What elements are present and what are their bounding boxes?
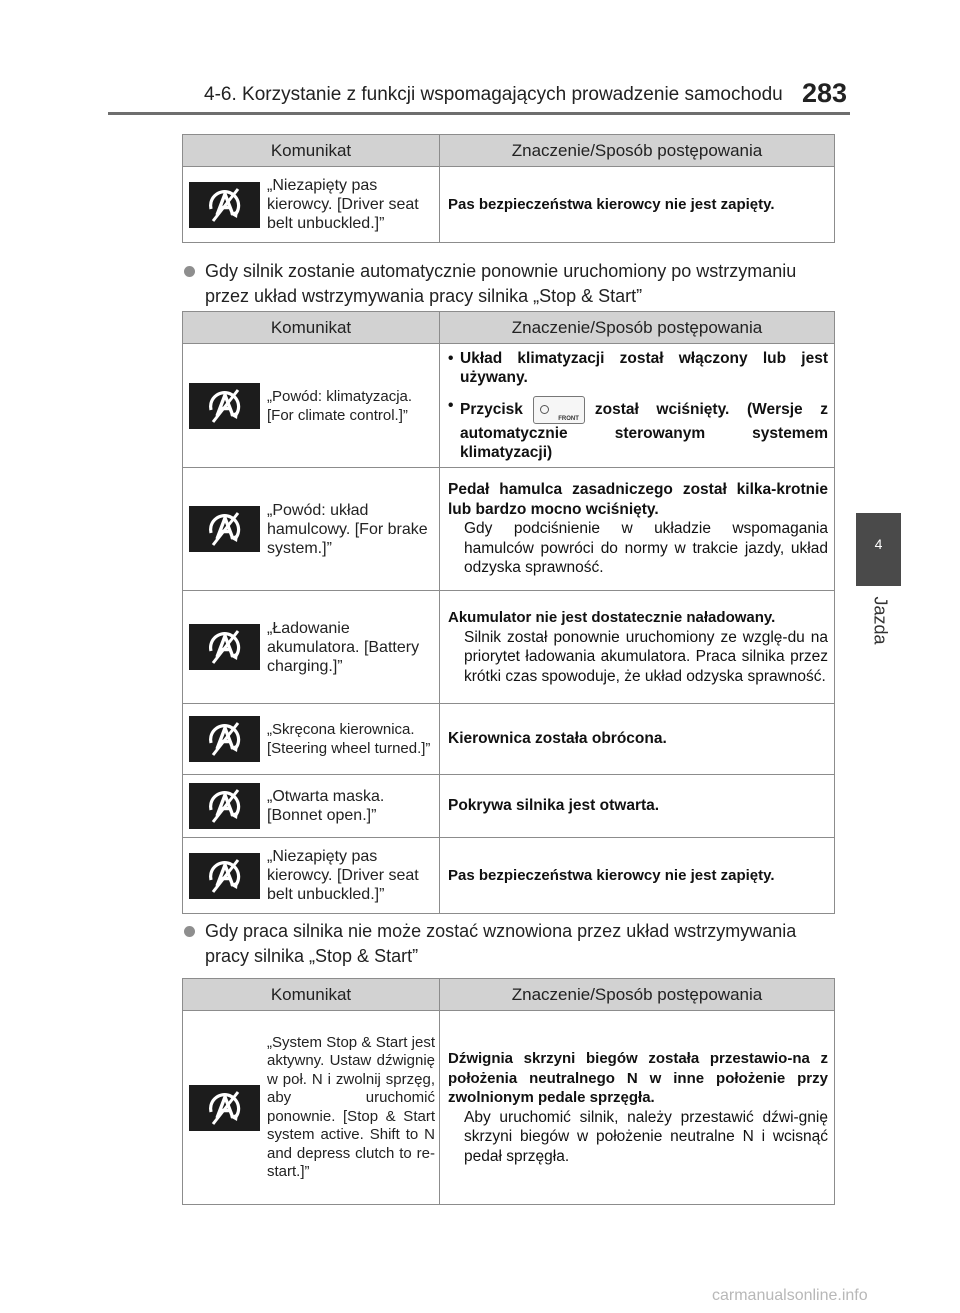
meaning-bold: Akumulator nie jest dostatecznie naładowany. xyxy=(448,609,776,626)
column-header-message: Komunikat xyxy=(183,312,440,344)
message-table-3 xyxy=(182,978,835,1205)
meaning-text: Pokrywa silnika jest otwarta. xyxy=(448,797,660,815)
bullet-dot xyxy=(184,266,195,277)
column-header-message: Komunikat xyxy=(183,135,440,167)
stop-start-off-indicator-icon xyxy=(189,716,260,762)
header-title: 4-6. Korzystanie z funkcji wspomagających prowadzenie samochodu xyxy=(204,84,783,105)
meaning-bullet: • Przycisk FRONT został wciśnięty. (Wersje z automatycznie sterowanym systemem klimatyzacji) xyxy=(448,396,828,461)
bullet-dot xyxy=(184,926,195,937)
meaning-bullet: • Układ klimatyzacji został włączony lub jest używany. xyxy=(448,349,828,386)
watermark: carmanualsonline.info xyxy=(712,1287,868,1304)
section-heading: Gdy silnik zostanie automatycznie ponownie uruchomiony po wstrzymaniu przez układ wstrzymywania pracy silnika „Stop & Start” xyxy=(205,261,797,306)
table-row xyxy=(183,704,835,775)
meaning-text xyxy=(440,602,834,692)
stop-start-off-indicator-icon xyxy=(189,853,260,899)
message-table-2 xyxy=(182,311,835,914)
column-header-message: Komunikat xyxy=(183,979,440,1011)
table-row xyxy=(183,775,835,838)
column-header-meaning: Znaczenie/Sposób postępowania xyxy=(440,979,835,1011)
table-header xyxy=(183,312,835,344)
header-rule xyxy=(108,112,850,115)
meaning-note: Gdy podciśnienie w układzie wspomagania hamulców powróci do normy w trakcie jazdy, układ odzyska sprawność. xyxy=(464,520,828,577)
stop-start-off-indicator-icon xyxy=(189,624,260,670)
message-text: „Skręcona kierownica. [Steering wheel turned.]” xyxy=(267,721,431,757)
table-row xyxy=(183,1011,835,1205)
message-text: „Powód: układ hamulcowy. [For brake system.]” xyxy=(267,501,428,557)
column-header-meaning: Znaczenie/Sposób postępowania xyxy=(440,312,835,344)
message-table-1 xyxy=(182,134,835,243)
table-header xyxy=(183,979,835,1011)
message-text: „System Stop & Start jest aktywny. Ustaw dźwignię w poł. N i zwolnij sprzęg, aby uruchomić ponownie. [Stop & Start system active. Shift to N and depress clutch to re-start.]” xyxy=(267,1033,435,1180)
table-row xyxy=(183,468,835,591)
stop-start-off-indicator-icon xyxy=(189,182,260,228)
meaning-bold: Dźwignia skrzyni biegów została przestawio-na z położenia neutralnego N w inne położenie przy zwolnionym pedale sprzęgła. xyxy=(448,1050,828,1106)
chapter-tab xyxy=(856,513,901,586)
stop-start-off-indicator-icon xyxy=(189,506,260,552)
stop-start-off-indicator-icon xyxy=(189,783,260,829)
table-row xyxy=(183,838,835,914)
meaning-note: Aby uruchomić silnik, należy przestawić dźwi-gnię skrzyni biegów w położenie neutralne N i wcisnąć pedał sprzęgła. xyxy=(464,1108,828,1165)
page-number: 283 xyxy=(802,78,848,108)
table-row xyxy=(183,167,835,243)
stop-start-off-indicator-icon xyxy=(189,383,260,429)
meaning-text: Kierownica została obrócona. xyxy=(448,730,667,748)
meaning-text: Pas bezpieczeństwa kierowcy nie jest zapięty. xyxy=(448,195,775,213)
front-defroster-button-icon: FRONT xyxy=(533,396,585,424)
table-row xyxy=(183,591,835,704)
message-text: „Ładowanie akumulatora. [Battery charging.]” xyxy=(267,619,420,675)
meaning-note: Silnik został ponownie uruchomiony ze wzglę-du na priorytet ładowania akumulatora. Praca silnika przez krótki czas spowoduje, że układ odzyska sprawność. xyxy=(464,628,828,685)
message-text: „Powód: klimatyzacja. [For climate control.]” xyxy=(267,387,413,424)
chapter-label: Jazda xyxy=(870,596,891,645)
table-row xyxy=(183,344,835,468)
stop-start-off-indicator-icon xyxy=(189,1085,260,1131)
section-bullet xyxy=(184,919,844,969)
message-text: „Niezapięty pas kierowcy. [Driver seat belt unbuckled.]” xyxy=(267,177,419,232)
table-header xyxy=(183,135,835,167)
meaning-text xyxy=(440,474,834,584)
message-text: „Niezapięty pas kierowcy. [Driver seat belt unbuckled.]” xyxy=(267,848,419,903)
meaning-text xyxy=(440,1043,834,1172)
meaning-bold: Pedał hamulca zasadniczego został kilka-krotnie lub bardzo mocno wciśnięty. xyxy=(448,481,828,518)
column-header-meaning: Znaczenie/Sposób postępowania xyxy=(440,135,835,167)
meaning-text xyxy=(440,347,834,465)
section-bullet xyxy=(184,259,844,309)
chapter-number: 4 xyxy=(874,536,883,552)
message-text: „Otwarta maska. [Bonnet open.]” xyxy=(267,788,385,824)
section-heading: Gdy praca silnika nie może zostać wznowiona przez układ wstrzymywania pracy silnika „Stop & Start” xyxy=(205,921,797,966)
meaning-text: Pas bezpieczeństwa kierowcy nie jest zapięty. xyxy=(448,866,775,884)
